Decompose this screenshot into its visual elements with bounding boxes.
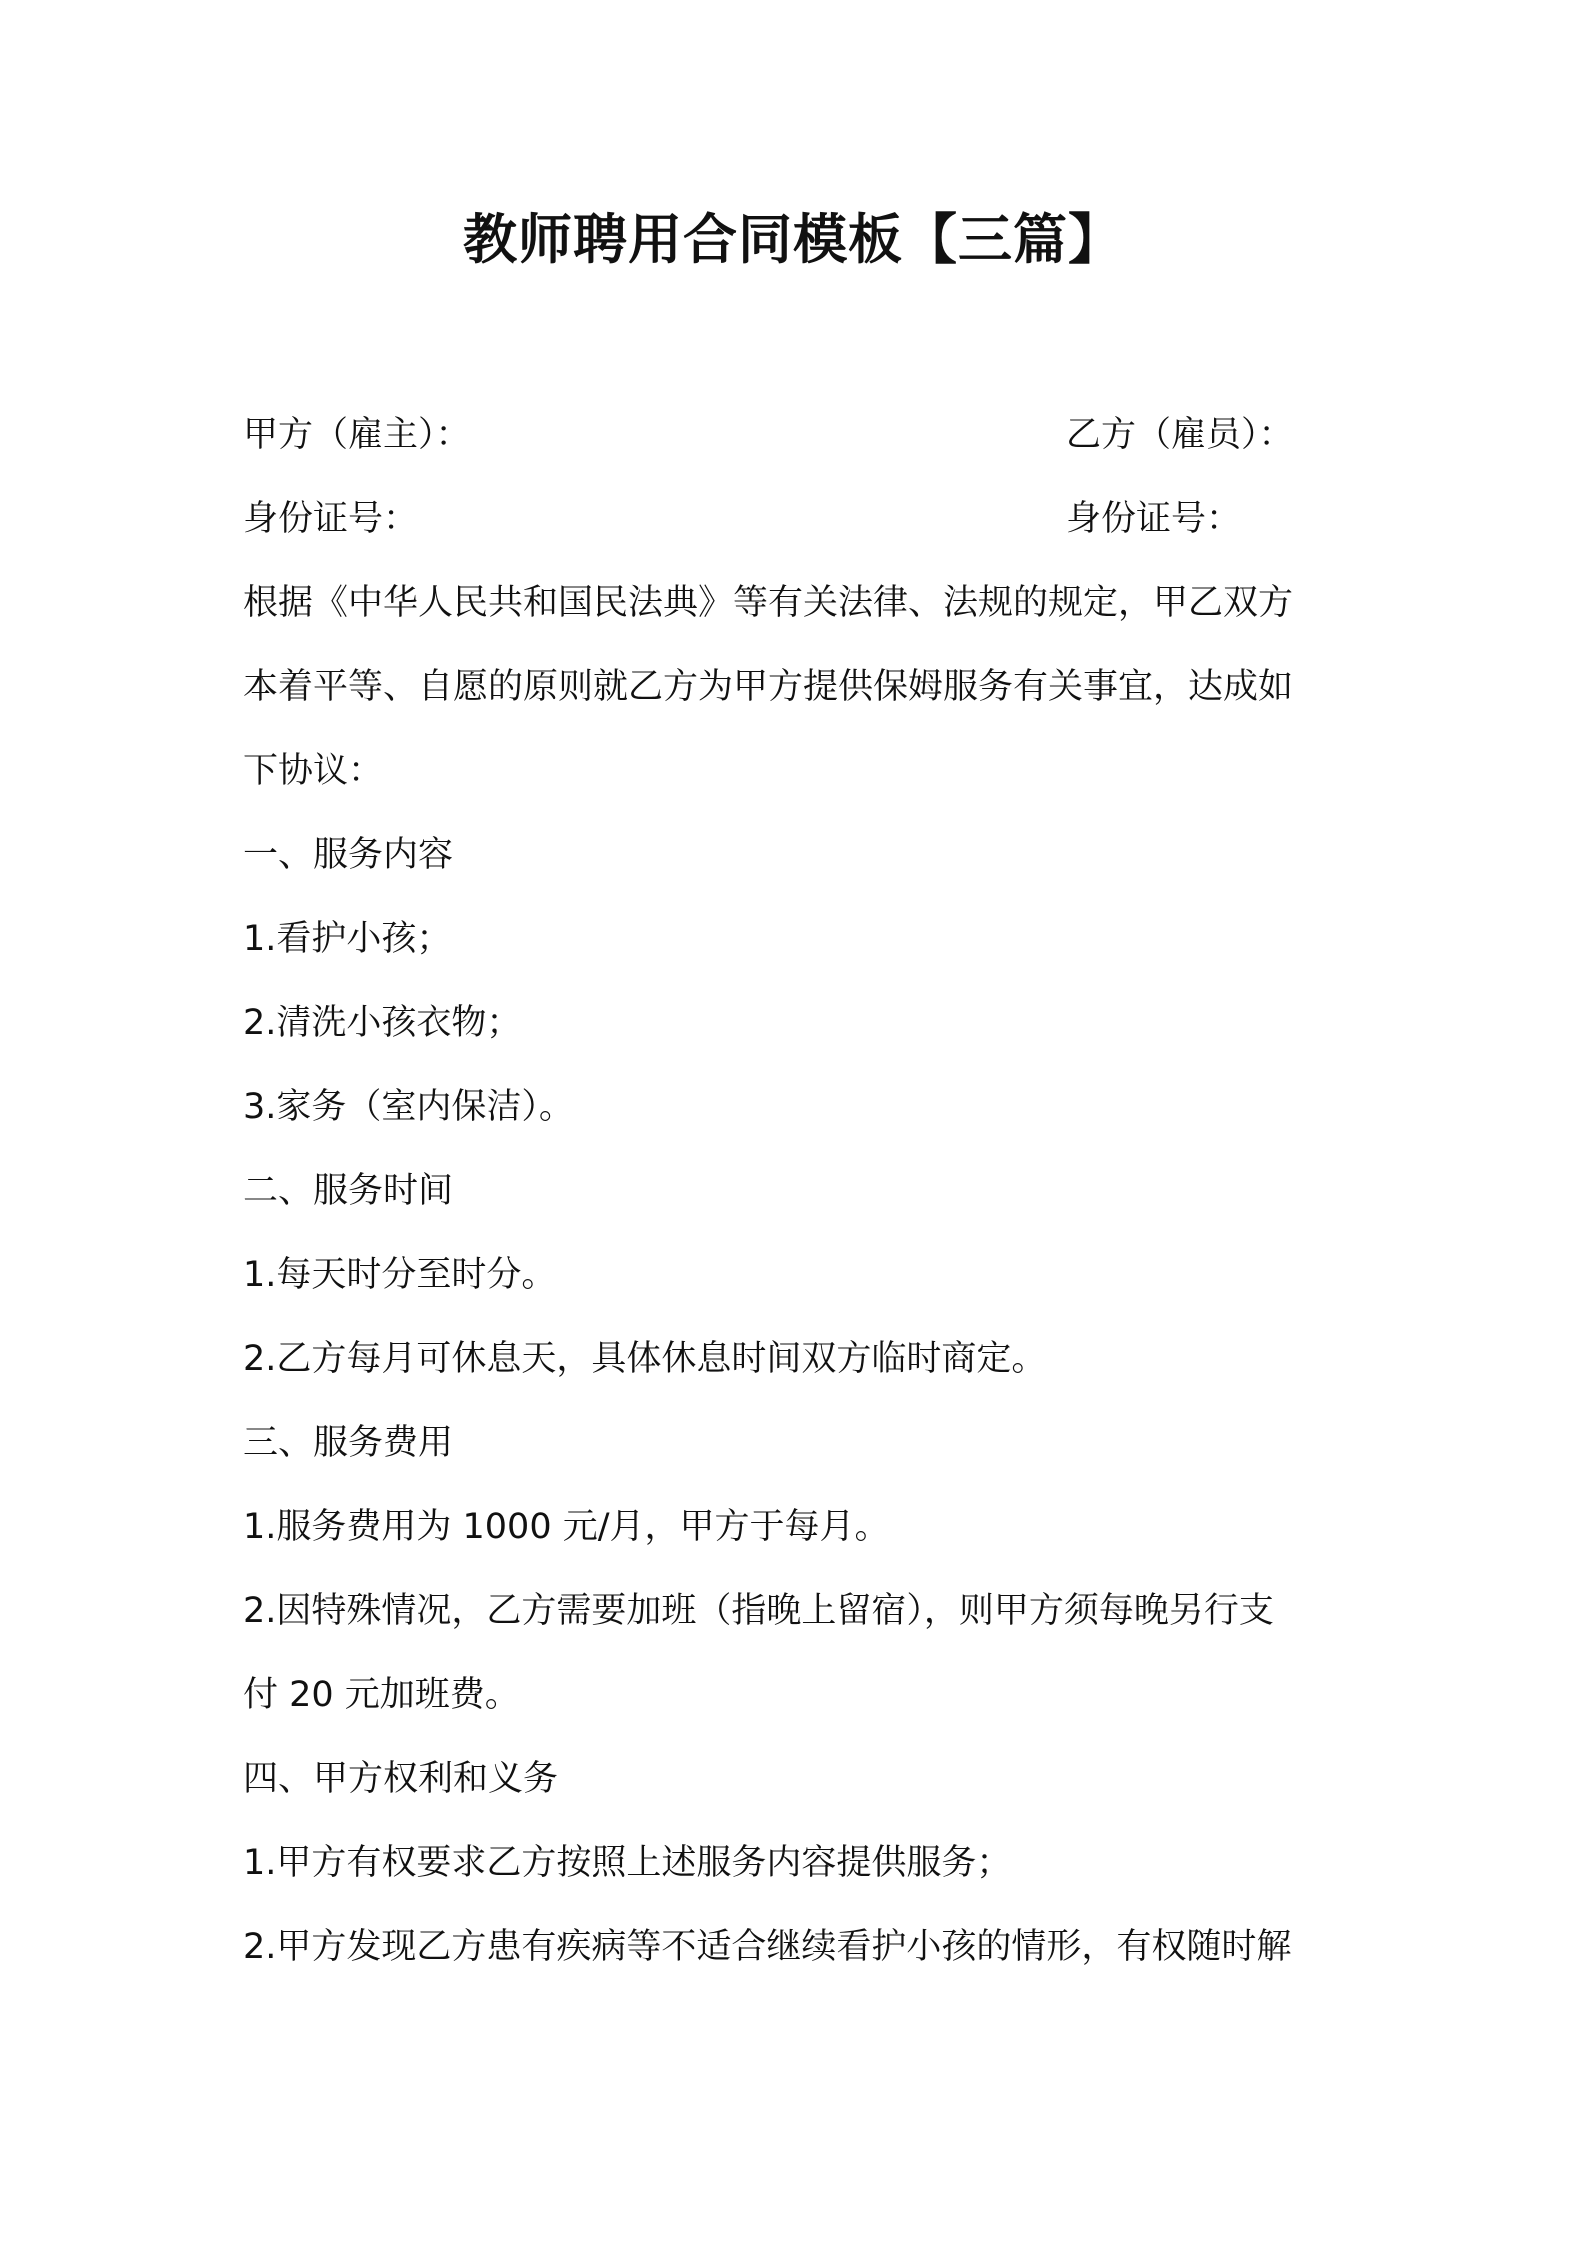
party-b-label: 乙方（雇员）： <box>1066 415 1294 455</box>
section-heading: 一、服务内容 <box>243 835 454 875</box>
id-a-label: 身份证号： <box>243 499 419 539</box>
section-line: 1.服务费用为 1000 元/月，甲方于每月。 <box>243 1507 890 1547</box>
id-b-label: 身份证号： <box>1066 499 1242 539</box>
section-heading: 二、服务时间 <box>243 1171 454 1211</box>
party-a-label: 甲方（雇主）： <box>243 415 471 455</box>
section-line: 2.乙方每月可休息天，具体休息时间双方临时商定。 <box>243 1339 1047 1379</box>
id-row <box>243 494 1363 544</box>
section-line: 2.清洗小孩衣物； <box>243 1003 522 1043</box>
section-heading: 三、服务费用 <box>243 1423 454 1463</box>
section-line: 2.因特殊情况，乙方需要加班（指晚上留宿），则甲方须每晚另行支 <box>243 1591 1274 1631</box>
section-heading: 四、甲方权利和义务 <box>243 1759 559 1799</box>
section-line: 1.甲方有权要求乙方按照上述服务内容提供服务； <box>243 1843 1012 1883</box>
section-line: 付 20 元加班费。 <box>243 1675 520 1715</box>
preamble-line: 本着平等、自愿的原则就乙方为甲方提供保姆服务有关事宜，达成如 <box>243 667 1294 707</box>
document-title: 教师聘用合同模板【三篇】 <box>463 208 1123 271</box>
section-line: 1.看护小孩； <box>243 919 452 959</box>
party-row <box>243 410 1363 460</box>
preamble-line: 根据《中华人民共和国民法典》等有关法律、法规的规定，甲乙双方 <box>243 583 1294 623</box>
section-line: 2.甲方发现乙方患有疾病等不适合继续看护小孩的情形，有权随时解 <box>243 1927 1292 1967</box>
preamble-line: 下协议： <box>243 751 384 791</box>
section-line: 1.每天时分至时分。 <box>243 1255 557 1295</box>
section-line: 3.家务（室内保洁）。 <box>243 1087 574 1127</box>
